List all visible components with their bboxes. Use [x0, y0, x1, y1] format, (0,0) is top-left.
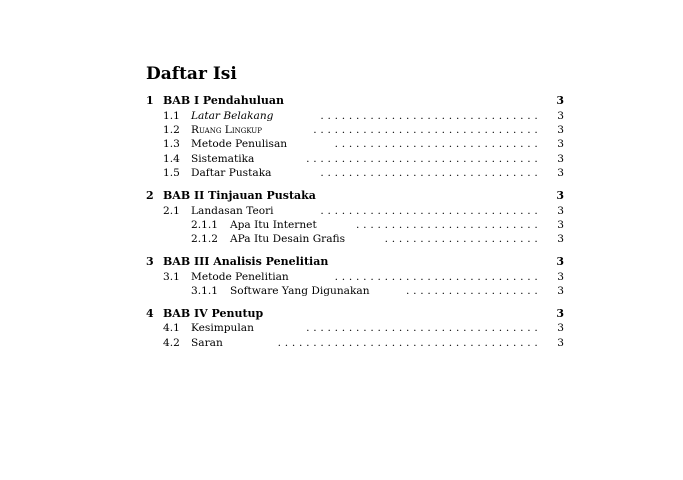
toc-entry-page: 3: [557, 218, 564, 231]
table-of-contents: [146, 94, 564, 350]
toc-entry-number: 2: [146, 188, 154, 202]
toc-section-entry[interactable]: [146, 218, 564, 232]
toc-section-entry[interactable]: [146, 232, 564, 246]
toc-entry-title: Software Yang Digunakan: [230, 285, 370, 298]
toc-dot-leader: . . . . . . . . . . . . . . . . . . . . . .: [384, 233, 538, 246]
toc-entry-number: 4.1: [163, 322, 180, 335]
toc-entry-page: 3: [557, 204, 564, 217]
toc-entry-page: 3: [557, 285, 564, 298]
toc-entry-number: 1: [146, 94, 154, 107]
toc-entry-page: 3: [557, 322, 564, 335]
toc-entry-number: 2.1.1: [191, 218, 218, 231]
toc-section-entry[interactable]: [146, 137, 564, 151]
toc-entry-page: 3: [556, 306, 564, 320]
toc-dot-leader: . . . . . . . . . . . . . . . . . . . . . . . . . . . . . . . . .: [306, 152, 538, 165]
toc-section-entry[interactable]: [146, 166, 564, 180]
toc-section-entry[interactable]: [146, 284, 564, 298]
toc-entry-title: BAB IV Penutup: [163, 306, 264, 320]
toc-entry-page: 3: [557, 123, 564, 136]
toc-dot-leader: . . . . . . . . . . . . . . . . . . . . . . . . . . . . . . .: [320, 204, 538, 217]
toc-entry-number: 1.5: [163, 167, 180, 180]
toc-entry-title: Kesimpulan: [191, 322, 254, 335]
toc-entry-page: 3: [557, 152, 564, 165]
toc-section-entry[interactable]: [146, 109, 564, 123]
toc-dot-leader: . . . . . . . . . . . . . . . . . . . . . . . . . . . . .: [334, 138, 538, 151]
toc-section-entry[interactable]: [146, 152, 564, 166]
toc-entry-number: 3: [146, 255, 154, 269]
toc-entry-title: Apa Itu Internet: [230, 218, 317, 231]
toc-entry-title: Metode Penulisan: [191, 138, 288, 151]
toc-section-entry[interactable]: [146, 336, 564, 350]
toc-entry-title: Sistematika: [191, 152, 255, 165]
toc-entry-title: Latar Belakang: [191, 109, 274, 122]
toc-entry-page: 3: [557, 167, 564, 180]
toc-entry-title: Landasan Teori: [191, 204, 274, 217]
toc-entry-page: 3: [557, 270, 564, 283]
toc-dot-leader: . . . . . . . . . . . . . . . . . . .: [406, 285, 538, 298]
toc-entry-number: 1.3: [163, 138, 180, 151]
toc-entry-number: 4.2: [163, 336, 180, 349]
toc-entry-number: 3.1.1: [191, 285, 218, 298]
toc-entry-page: 3: [556, 188, 564, 202]
toc-entry-page: 3: [557, 138, 564, 151]
toc-section-entry[interactable]: [146, 123, 564, 137]
toc-title: Daftar Isi: [146, 64, 237, 84]
toc-entry-number: 1.1: [163, 109, 180, 122]
toc-section-entry[interactable]: [146, 204, 564, 218]
toc-dot-leader: . . . . . . . . . . . . . . . . . . . . . . . . . . . . .: [334, 270, 538, 283]
toc-entry-title: Metode Penelitian: [191, 270, 289, 283]
toc-dot-leader: . . . . . . . . . . . . . . . . . . . . . . . . . . . . . . . .: [313, 123, 538, 136]
toc-dot-leader: . . . . . . . . . . . . . . . . . . . . . . . . . . . . . . .: [320, 167, 538, 180]
toc-entry-number: 2.1: [163, 204, 180, 217]
toc-section-entry[interactable]: [146, 270, 564, 284]
toc-entry-title: Saran: [191, 336, 223, 349]
toc-entry-page: 3: [557, 109, 564, 122]
toc-entry-title: BAB I Pendahuluan: [163, 94, 285, 107]
toc-entry-page: 3: [557, 336, 564, 349]
toc-entry-page: 3: [557, 233, 564, 246]
toc-dot-leader: . . . . . . . . . . . . . . . . . . . . . . . . . . . . . . . . . . . . .: [277, 336, 538, 349]
toc-entry-title: APa Itu Desain Grafis: [230, 233, 346, 246]
toc-chapter-entry[interactable]: [146, 189, 564, 204]
toc-entry-page: 3: [556, 94, 564, 107]
toc-entry-number: 1.2: [163, 123, 180, 136]
toc-chapter-entry[interactable]: [146, 255, 564, 270]
toc-entry-title: BAB II Tinjauan Pustaka: [163, 188, 316, 202]
toc-section-entry[interactable]: [146, 321, 564, 335]
toc-entry-number: 2.1.2: [191, 233, 218, 246]
toc-dot-leader: . . . . . . . . . . . . . . . . . . . . . . . . . . . . . . . . .: [306, 322, 538, 335]
toc-entry-title: Ruang Lingkup: [191, 123, 262, 136]
toc-entry-title: BAB III Analisis Penelitian: [163, 255, 329, 269]
toc-entry-title: Daftar Pustaka: [191, 167, 272, 180]
toc-dot-leader: . . . . . . . . . . . . . . . . . . . . . . . . . . . . . . .: [320, 109, 538, 122]
toc-entry-number: 3.1: [163, 270, 180, 283]
toc-chapter-entry[interactable]: [146, 94, 564, 109]
toc-entry-number: 1.4: [163, 152, 180, 165]
toc-entry-page: 3: [556, 255, 564, 269]
toc-chapter-entry[interactable]: [146, 307, 564, 322]
toc-dot-leader: . . . . . . . . . . . . . . . . . . . . . . . . . .: [356, 218, 538, 231]
toc-entry-number: 4: [146, 306, 154, 320]
